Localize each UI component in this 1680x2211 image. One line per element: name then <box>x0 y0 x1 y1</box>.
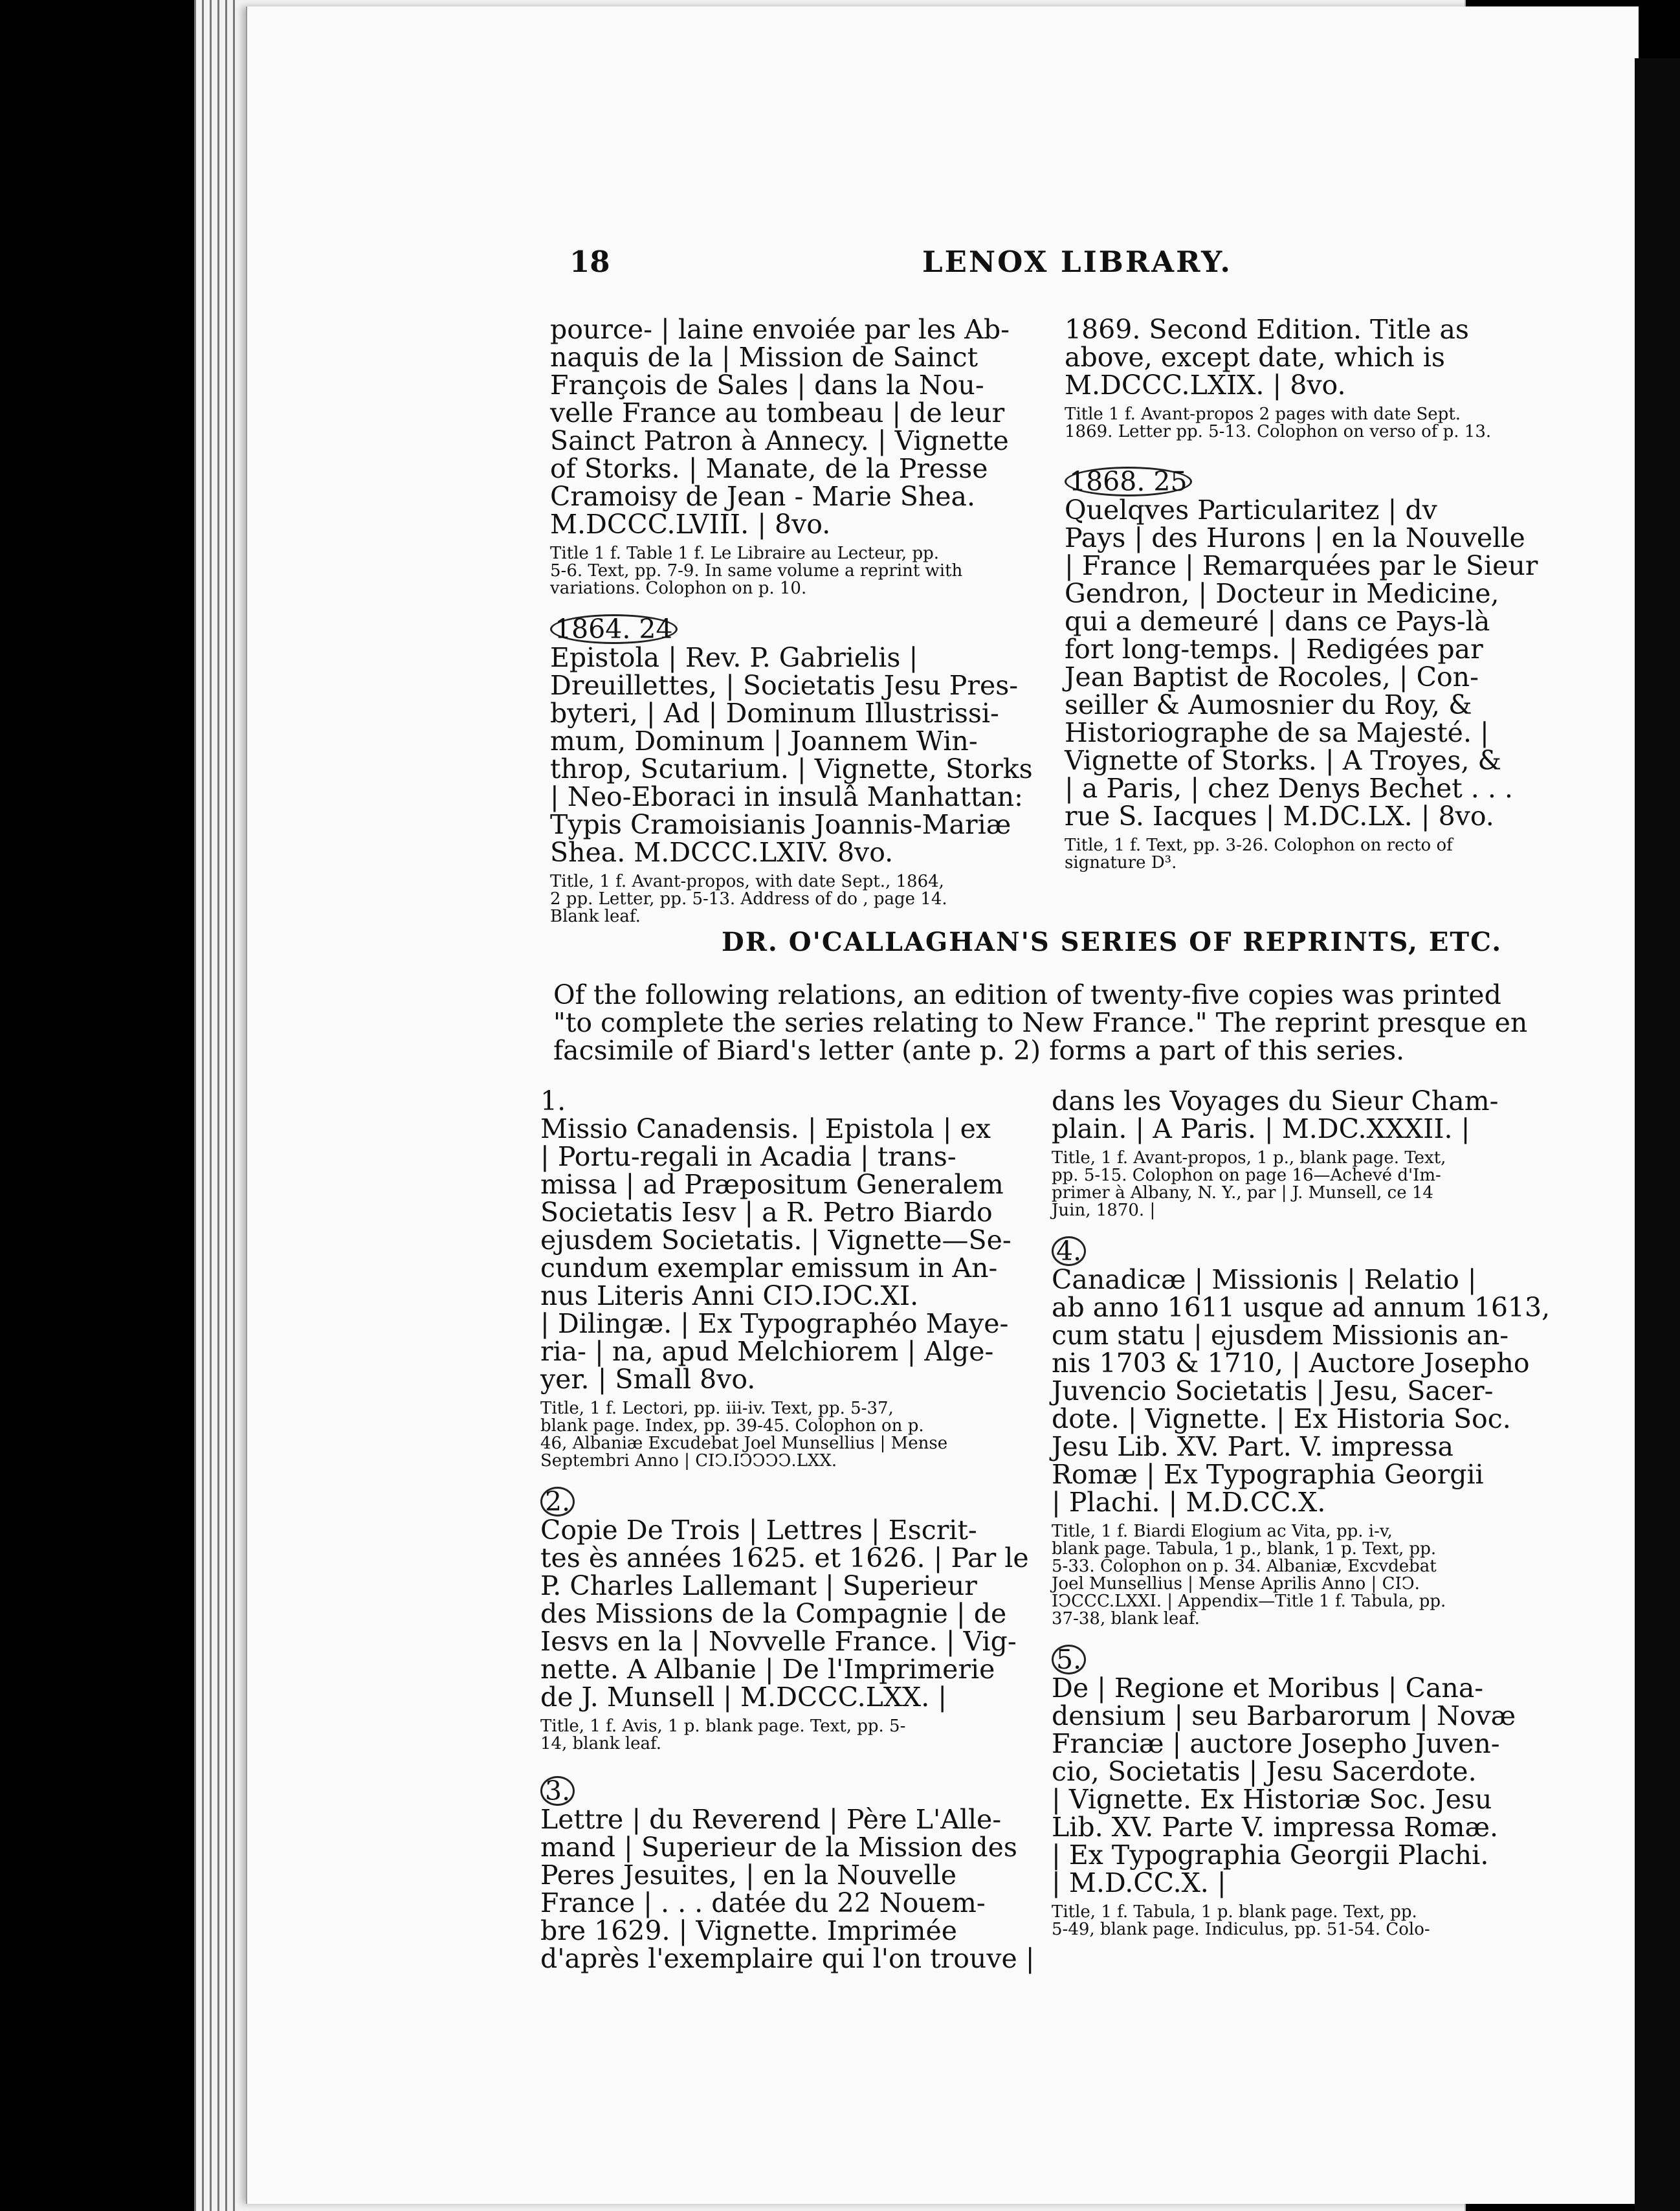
entry-collation: Title, 1 f. Biardi Elogium ac Vita, pp. i-v, blank page. Tabula, 1 p., blank, 1 p. Text, pp. 5-33. Colophon on p. 34. Albaniæ, Excvdebat Joel Munsellius | Mense Aprilis Anno | CIↃ. IↃCCC.LXXI. | Appendix—Title 1 f. Tabula, pp. 37-38, blank leaf. <box>1052 1522 1446 1628</box>
entry-collation: Title, 1 f. Avant-propos, 1 p., blank page. Text, pp. 5-15. Colophon on page 16—Achevé d'Im- primer à Albany, N. Y., par | J. Munsell, ce 14 Juin, 1870. | <box>1052 1148 1446 1220</box>
entry-text: dans les Voyages du Sieur Cham- plain. | A Paris. | M.DC.XXXII. | <box>1052 1085 1499 1144</box>
entry-collation: Title 1 f. Avant-propos 2 pages with date Sept. 1869. Letter pp. 5-13. Colophon on verso of p. 13. <box>1065 405 1492 441</box>
entry-number: 1. <box>540 1085 566 1117</box>
top-right-column <box>1065 316 1556 889</box>
entry-collation: Title, 1 f. Avis, 1 p. blank page. Text, pp. 5- 14, blank leaf. <box>540 1717 906 1753</box>
bottom-left-column <box>540 1087 1045 1973</box>
page-number: 18 <box>569 245 610 279</box>
catalog-entry <box>1052 1087 1563 1219</box>
entry-number: 1868. 25 <box>1065 467 1192 496</box>
entry-number: 3. <box>540 1776 575 1806</box>
running-title: LENOX LIBRARY. <box>922 245 1233 279</box>
catalog-entry <box>550 316 1042 597</box>
entry-number: 4. <box>1052 1236 1086 1266</box>
entry-text: De | Regione et Moribus | Cana- densium | seu Barbarorum | Novæ Franciæ | auctore Josepho Juven- cio, Societatis | Jesu Sacerdote. | Vignette. Ex Historiæ Soc. Jesu Lib. XV. Parte V. impressa Romæ. | Ex Typographia Georgii Plachi. | M.D.CC.X. | <box>1052 1672 1516 1898</box>
catalog-entry <box>1052 1236 1563 1628</box>
catalog-entry <box>540 1487 1045 1753</box>
entry-collation: Title, 1 f. Avant-propos, with date Sept., 1864, 2 pp. Letter, pp. 5-13. Address of do , page 14. Blank leaf. <box>550 872 947 926</box>
catalog-entry <box>540 1776 1045 1973</box>
entry-text: Canadicæ | Missionis | Relatio | ab anno 1611 usque ad annum 1613, cum statu | ejusdem Missionis an- nis 1703 & 1710, | Auctore Josepho Juvencio Societatis | Jesu, Sacer- dote. | Vignette. | Ex Historia Soc. Jesu Lib. XV. Part. V. impressa Romæ | Ex Typographia Georgii | Plachi. | M.D.CC.X. <box>1052 1264 1551 1518</box>
scan-border <box>1635 58 1680 2211</box>
entry-collation: Title 1 f. Table 1 f. Le Libraire au Lecteur, pp. 5-6. Text, pp. 7-9. In same volume a reprint with variations. Colophon on p. 10. <box>550 544 963 598</box>
top-left-column <box>550 316 1042 942</box>
entry-collation: Title, 1 f. Lectori, pp. iii-iv. Text, pp. 5-37, blank page. Index, pp. 39-45. Colophon on p. 46, Albaniæ Excudebat Joel Munsellius | Mense Septembri Anno | CIↃ.IↃↃↃↃ.LXX. <box>540 1399 948 1471</box>
entry-text: Copie De Trois | Lettres | Escrit- tes ès années 1625. et 1626. | Par le P. Charles Lallemant | Superieur des Missions de la Compagnie | de Iesvs en la | Novvelle France. | Vig- nette. A Albanie | De l'Imprimerie de J. Munsell | M.DCCC.LXX. | <box>540 1515 1029 1713</box>
entry-text: 1869. Second Edition. Title as above, except date, which is M.DCCC.LXIX. | 8vo. <box>1065 314 1469 401</box>
entry-number: 1864. 24 <box>550 614 678 644</box>
entry-collation: Title, 1 f. Tabula, 1 p. blank page. Text, pp. 5-49, blank page. Indiculus, pp. 51-54. Colo- <box>1052 1902 1430 1939</box>
section-intro: Of the following relations, an edition of twenty-five copies was printed "to complete the series relating to New France." The reprint presque en facsimile of Biard's letter (ante p. 2) forms a part of this series. <box>553 979 1528 1066</box>
entry-collation: Title, 1 f. Text, pp. 3-26. Colophon on recto of signature D³. <box>1065 836 1453 872</box>
catalog-entry <box>540 1087 1045 1470</box>
entry-text: pource- | laine envoiée par les Ab- naquis de la | Mission de Sainct François de Sales | dans la Nou- velle France au tombeau | de leur Sainct Patron à Annecy. | Vignette of Storks. | Manate, de la Presse Cramoisy de Jean - Marie Shea. M.DCCC.LVIII. | 8vo. <box>550 314 1010 540</box>
section-heading: DR. O'CALLAGHAN'S SERIES OF REPRINTS, ETC. <box>722 927 1503 957</box>
catalog-entry <box>1065 316 1556 441</box>
catalog-entry <box>1065 467 1556 872</box>
entry-text: Quelqves Particularitez | dv Pays | des Hurons | en la Nouvelle | France | Remarquées par le Sieur Gendron, | Docteur in Medicine, qui a demeuré | dans ce Pays-là fort long-temps. | Redigées par Jean Baptist de Rocoles, | Con- seiller & Aumosnier du Roy, & Historiographe de sa Majesté. | Vignette of Storks. | A Troyes, & | a Paris, | chez Denys Bechet . . . rue S. Iacques | M.DC.LX. | 8vo. <box>1065 494 1538 832</box>
entry-number: 5. <box>1052 1645 1086 1674</box>
catalog-entry <box>1052 1645 1563 1939</box>
entry-text: Missio Canadensis. | Epistola | ex | Portu-regali in Acadia | trans- missa | ad Præpositum Generalem Societatis Iesv | a R. Petro Biardo ejusdem Societatis. | Vignette—Se- cundum exemplar emissum in An- nus Literis Anni CIↃ.IↃC.XI. | Dilingæ. | Ex Typographéo Maye- ria- | na, apud Melchiorem | Alge- yer. | Small 8vo. <box>540 1113 1011 1395</box>
bottom-right-column <box>1052 1087 1563 1955</box>
catalog-entry <box>550 614 1042 926</box>
entry-text: Epistola | Rev. P. Gabrielis | Dreuillettes, | Societatis Jesu Pres- byteri, | Ad | Dominum Illustrissi- mum, Dominum | Joannem Win- throp, Scutarium. | Vignette, Storks | Neo-Eboraci in insulâ Manhattan: Typis Cramoisianis Joannis-Mariæ Shea. M.DCCC.LXIV. 8vo. <box>550 642 1033 868</box>
entry-number: 2. <box>540 1487 575 1517</box>
entry-text: Lettre | du Reverend | Père L'Alle- mand | Superieur de la Mission des Peres Jesuites, | en la Nouvelle France | . . . datée du 22 Nouem- bre 1629. | Vignette. Imprimée d'après l'exemplaire qui l'on trouve | <box>540 1804 1035 1974</box>
